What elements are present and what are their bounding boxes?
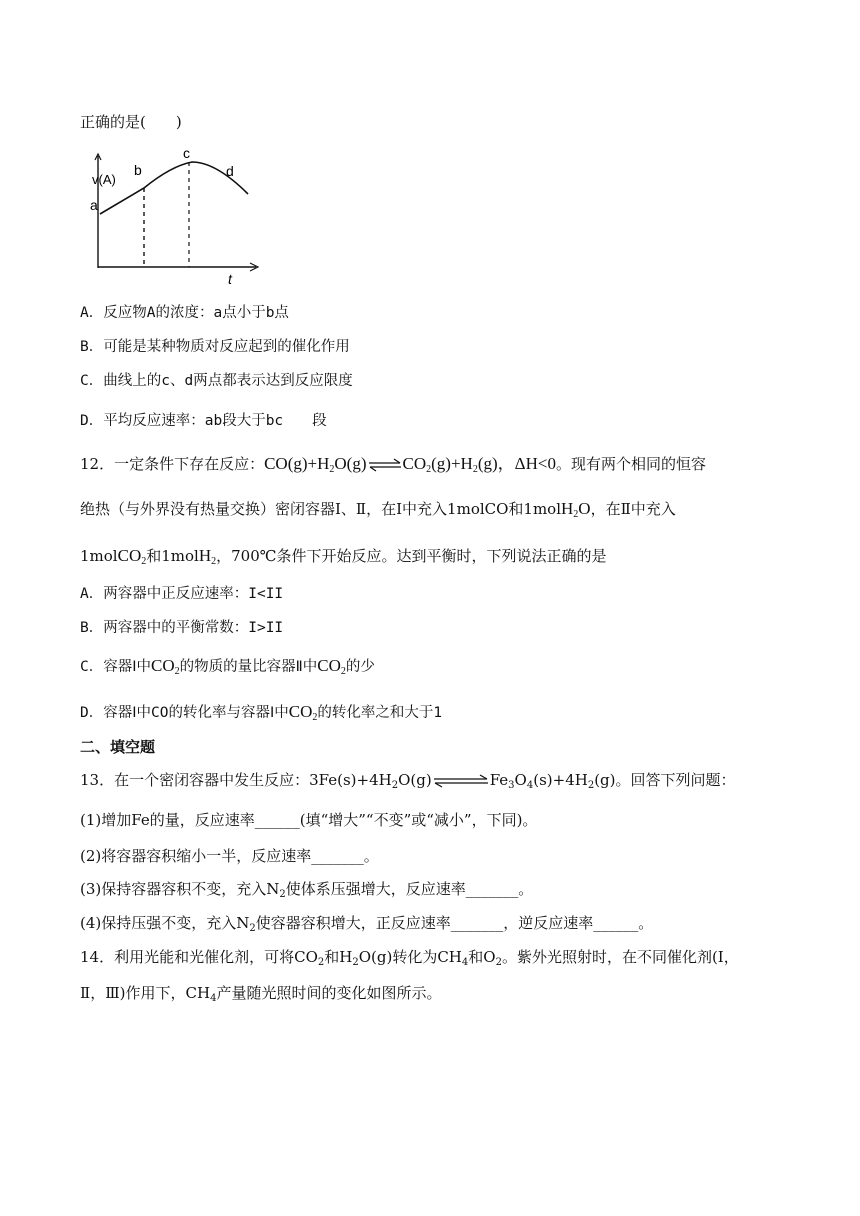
q12-option-c: C．容器Ⅰ中$CO_2$的物质的量比容器Ⅱ中$CO_2$的少 — [80, 656, 375, 677]
q11-option-b: B．可能是某种物质对反应起到的催化作用 — [80, 339, 350, 355]
q13-part2: (2)将容器容积缩小一半，反应速率_______。 — [80, 847, 379, 865]
q12-option-d: D．容器Ⅰ中CO的转化率与容器Ⅰ中$CO_2$的转化率之和大于1 — [80, 702, 443, 723]
x-axis-label: t — [228, 271, 232, 287]
q13-stem: 13．在一个密闭容器中发生反应：$3Fe(s)+4H_2O(g)$ $Fe_3O_4(s)+4H_2(g)$。回答下列问题： — [80, 771, 736, 791]
q13-part1: (1)增加Fe的量，反应速率______(填“增大”“不变”或“减小”，下同)。 — [80, 811, 538, 829]
q12-stem-line3: 1molCO$_2$和1molH$_2$，700℃条件下开始反应。达到平衡时，下列说法正确的是 — [80, 546, 607, 567]
q13-part4: (4)保持压强不变，充入$N_2$使容器容积增大，正反应速率_______，逆反应速率______。 — [80, 914, 654, 934]
point-b-label: b — [134, 162, 142, 178]
point-d-label: d — [226, 163, 234, 179]
q14-line1: 14．利用光能和光催化剂，可将$CO_2$和$H_2O(g)$转化为$CH_4$和$O_2$。紫外光照射时，在不同催化剂(Ⅰ， — [80, 948, 739, 968]
rate-time-graph — [76, 150, 266, 290]
q14-line2: Ⅱ，Ⅲ)作用下，$CH_4$产量随光照时间的变化如图所示。 — [80, 984, 442, 1004]
point-a-label: a — [90, 197, 98, 213]
q12-eq-right: $CO_2(g)+H_2(g)$，ΔH<0 — [402, 454, 556, 475]
section-heading: 二、填空题 — [80, 738, 156, 756]
q13-part3: (3)保持容器容积不变，充入$N_2$使体系压强增大，反应速率_______。 — [80, 880, 534, 900]
point-c-label: c — [183, 150, 190, 161]
q12-stem-line1 — [80, 454, 706, 474]
q12-option-a: A．两容器中正反应速率：I<II — [80, 586, 284, 602]
equilibrium-arrow-icon — [367, 458, 403, 472]
q12-eq-left: $CO(g)+H_2O(g)$ — [264, 454, 367, 475]
q11-option-c: C．曲线上的c、d两点都表示达到反应限度 — [80, 373, 353, 389]
q12-stem-line2: 绝热（与外界没有热量交换）密闭容器Ⅰ、Ⅱ，在Ⅰ中充入1molCO和1molH$_2$O，在Ⅱ中充入 — [80, 499, 676, 520]
q11-stem-tail: 正确的是( ) — [80, 113, 182, 131]
q11-option-a: A．反应物A的浓度：a点小于b点 — [80, 305, 289, 321]
q11-option-d: D．平均反应速率：ab段大于bc 段 — [80, 413, 327, 429]
equilibrium-arrow-icon — [432, 774, 490, 788]
q12-stem-cont: 。现有两个相同的恒容 — [555, 455, 706, 473]
q12-number: 12．一定条件下存在反应： — [80, 455, 265, 473]
q12-option-b: B．两容器中的平衡常数：I>II — [80, 620, 284, 636]
y-axis-label: v(A) — [92, 172, 116, 187]
